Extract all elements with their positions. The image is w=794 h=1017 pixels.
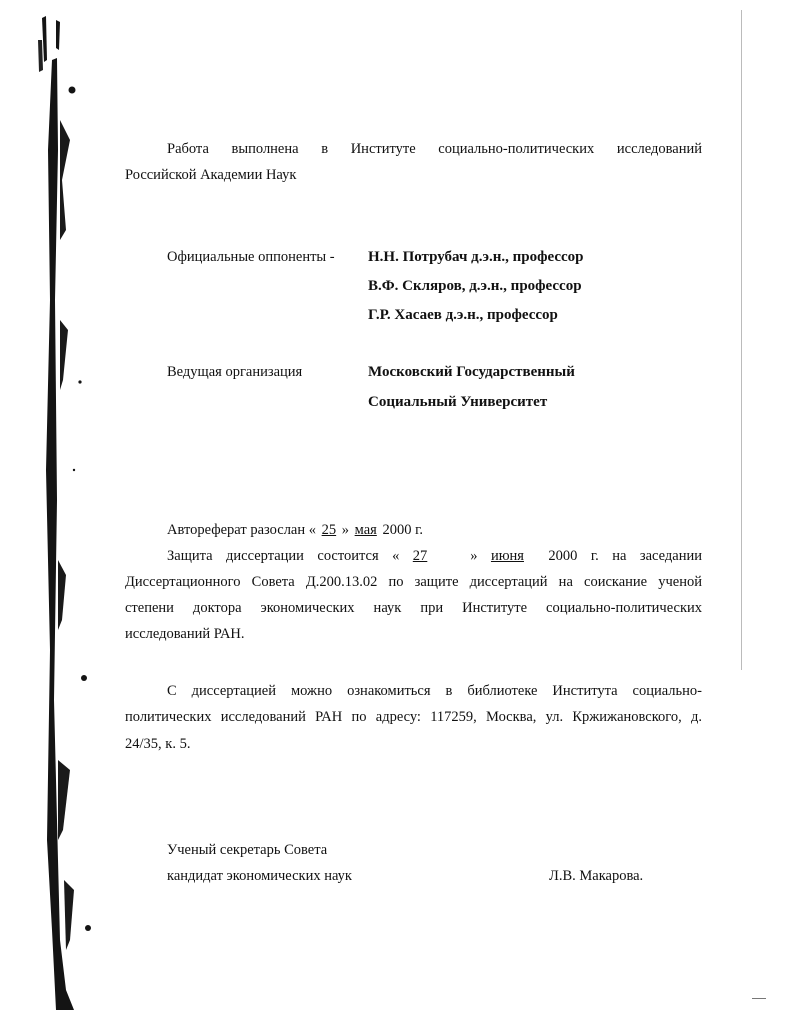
intro-line-2: Российской Академии Наук: [125, 167, 297, 183]
defense-quote: »: [470, 548, 478, 564]
defense-month: июня: [490, 548, 524, 564]
secretary-title-line-1: Ученый секретарь Совета: [167, 842, 328, 858]
abstract-sent-month: мая: [354, 522, 377, 538]
scan-binding-edge: [0, 0, 110, 1017]
abstract-sent-quote: »: [341, 522, 350, 538]
defense-line-3: степени доктора экономических наук при Институте социально-политических: [125, 600, 702, 616]
secretary-title-line-2: кандидат экономических наук: [167, 868, 352, 884]
opponent-name: Н.Н. Потрубач д.э.н., профессор: [368, 249, 584, 265]
defense-day: 27: [412, 548, 428, 564]
abstract-sent-line: [167, 522, 423, 539]
defense-prefix: Защита диссертации состоится «: [167, 548, 400, 564]
scan-edge-tick: [752, 998, 766, 999]
library-line-3: 24/35, к. 5.: [125, 736, 191, 752]
opponent-name: В.Ф. Скляров, д.э.н., профессор: [368, 278, 582, 294]
opponent-name: Г.Р. Хасаев д.э.н., профессор: [368, 307, 558, 323]
abstract-sent-day: 25: [321, 522, 337, 538]
defense-suffix: 2000 г. на заседании: [548, 548, 703, 564]
abstract-sent-year: 2000 г.: [382, 522, 424, 538]
leading-org-label: Ведущая организация: [167, 364, 303, 380]
defense-line-4: исследований РАН.: [125, 626, 245, 642]
intro-line-1: Работа выполнена в Институте социально-политических исследований: [167, 141, 702, 157]
opponents-label: Официальные оппоненты -: [167, 249, 335, 265]
secretary-name: Л.В. Макарова.: [549, 868, 644, 884]
abstract-sent-prefix: Автореферат разослан «: [167, 522, 317, 538]
defense-line-2: Диссертационного Совета Д.200.13.02 по защите диссертаций на соискание ученой: [125, 574, 702, 590]
library-line-1: С диссертацией можно ознакомиться в библиотеке Института социально-: [167, 683, 702, 699]
leading-org-name-line-2: Социальный Университет: [368, 394, 548, 410]
leading-org-name-line-1: Московский Государственный: [368, 364, 575, 380]
scan-edge-line: [741, 10, 742, 670]
library-line-2: политических исследований РАН по адресу: 117259, Москва, ул. Кржижановского, д.: [125, 709, 702, 725]
defense-line-1: [167, 548, 702, 565]
